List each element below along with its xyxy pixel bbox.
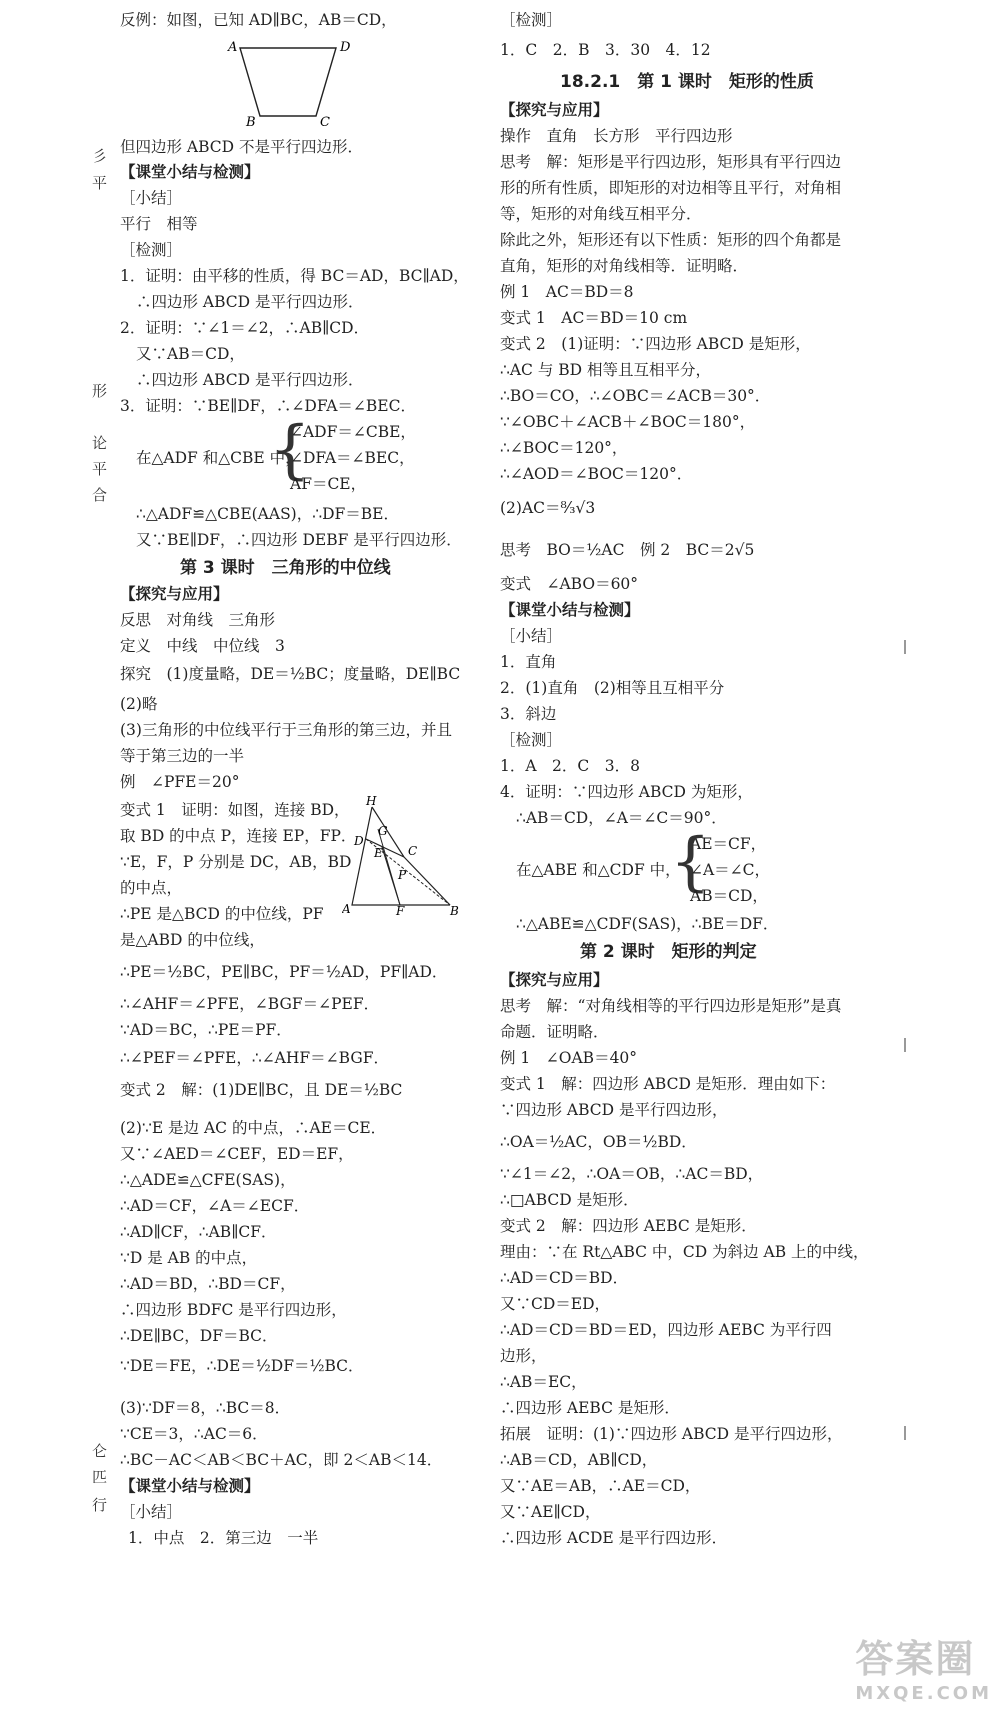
text-line: 理由：∵在 Rt△ABC 中，CD 为斜边 AB 上的中线， xyxy=(500,1243,869,1261)
text-line: 变式 2 解：四边形 AEBC 是矩形． xyxy=(500,1217,757,1235)
text-line: ∴四边形 ABCD 是平行四边形． xyxy=(136,293,364,311)
text-line: 思考 BO＝½AC 例 2 BC＝2√5 xyxy=(500,541,755,559)
margin-char: 平 xyxy=(92,174,108,192)
text-line: ［检测］ xyxy=(500,731,563,749)
text-line: ∵D 是 AB 的中点， xyxy=(120,1249,258,1267)
brace-symbol: { xyxy=(670,825,711,899)
text-line: ［小结］ xyxy=(120,1503,183,1521)
text-line: 拓展 证明：(1)∵四边形 ABCD 是平行四边形， xyxy=(500,1425,843,1443)
text-line: 等，矩形的对角线互相平分． xyxy=(500,205,702,223)
text-line: 直角，矩形的对角线相等．证明略． xyxy=(500,257,749,275)
edge-mark xyxy=(904,1038,906,1052)
text-line: 变式 1 证明：如图，连接 BD， xyxy=(120,801,350,819)
text-line: AE＝CF， xyxy=(690,835,767,853)
text-line: ∴DE∥BC，DF＝BC． xyxy=(120,1327,278,1345)
text-line: 4．证明：∵四边形 ABCD 为矩形， xyxy=(500,783,753,801)
text-line: 是△ABD 的中位线， xyxy=(120,931,265,949)
text-line: ［小结］ xyxy=(120,189,183,207)
text-line: 1．C 2．B 3．30 4．12 xyxy=(500,41,711,59)
text-line: ∴∠AOD＝∠BOC＝120°． xyxy=(500,465,693,483)
watermark-domain: MXQE.COM xyxy=(855,1683,992,1704)
text-line: ∵AD＝BC，∴PE＝PF． xyxy=(120,1021,292,1039)
lesson-title: 18.2.1 第 1 课时 矩形的性质 xyxy=(560,72,814,92)
text-line: 边形， xyxy=(500,1347,547,1365)
text-line: ∴AD＝CD＝BD＝ED，四边形 AEBC 为平行四 xyxy=(500,1321,832,1339)
vertex-label: D xyxy=(354,834,364,848)
section-heading: 【探究与应用】 xyxy=(500,101,609,119)
vertex-label: C xyxy=(408,844,418,858)
section-heading: 【探究与应用】 xyxy=(120,585,229,603)
text-line: ∠A＝∠C， xyxy=(690,861,771,879)
text-line: 例 1 ∠OAB＝40° xyxy=(500,1049,638,1067)
triangle-figure xyxy=(342,795,460,915)
trapezoid-figure xyxy=(218,38,368,128)
text-line: ［检测］ xyxy=(120,241,183,259)
text-line: ∴□ABCD 是矩形． xyxy=(500,1191,639,1209)
text-line: ∴AC 与 BD 相等且互相平分， xyxy=(500,361,712,379)
text-line: ∴AB＝CD，AB∥CD， xyxy=(500,1451,658,1469)
text-line: ∴AD＝CD＝BD． xyxy=(500,1269,629,1287)
text-line: 2．证明：∵∠1＝∠2，∴AB∥CD． xyxy=(120,319,370,337)
text-line: ∠DFA＝∠BEC， xyxy=(290,449,415,467)
text-line: ∵CE＝3，∴AC＝6． xyxy=(120,1425,268,1443)
margin-char: 匹 xyxy=(92,1468,108,1486)
text-line: 定义 中线 中位线 3 xyxy=(120,637,285,655)
text-line: 例 ∠PFE＝20° xyxy=(120,773,240,791)
vertex-label: H xyxy=(366,795,377,808)
text-line: ∴PE 是△BCD 的中位线，PF xyxy=(120,905,324,923)
text-line: 又∵CD＝ED， xyxy=(500,1295,611,1313)
text-line: 1．A 2．C 3．8 xyxy=(500,757,640,775)
text-line: ∴四边形 BDFC 是平行四边形， xyxy=(120,1301,347,1319)
text-line: 命题．证明略． xyxy=(500,1023,609,1041)
margin-char: 形 xyxy=(92,382,108,400)
text-line: 3．证明：∵BE∥DF，∴∠DFA＝∠BEC． xyxy=(120,397,416,415)
text-line: ∴AD∥CF，∴AB∥CF． xyxy=(120,1223,277,1241)
text-line: ∵DE＝FE，∴DE＝½DF＝½BC． xyxy=(120,1357,364,1375)
text-line: ∵∠OBC＋∠ACB＋∠BOC＝180°， xyxy=(500,413,756,431)
section-heading: 【课堂小结与检测】 xyxy=(500,601,640,619)
lesson-title: 第 3 课时 三角形的中位线 xyxy=(180,558,391,578)
text-line: ∵E，F，P 分别是 DC，AB，BD xyxy=(120,853,352,871)
text-line: ∴BC－AC＜AB＜BC＋AC，即 2＜AB＜14． xyxy=(120,1451,443,1469)
margin-char: 行 xyxy=(92,1496,108,1514)
margin-char: 彡 xyxy=(92,147,108,165)
text-line: ∵∠1＝∠2，∴OA＝OB，∴AC＝BD， xyxy=(500,1165,764,1183)
text-line: ∴AB＝CD，∠A＝∠C＝90°． xyxy=(516,809,727,827)
text-line: ［小结］ xyxy=(500,627,563,645)
text-line: 探究 (1)度量略，DE＝½BC；度量略，DE∥BC xyxy=(120,665,461,683)
text-line: 但四边形 ABCD 不是平行四边形． xyxy=(120,138,364,156)
vertex-label: B xyxy=(246,115,256,128)
text-line: AB＝CD， xyxy=(690,887,768,905)
text-line: 又∵AB＝CD， xyxy=(136,345,245,363)
margin-char: 平 xyxy=(92,460,108,478)
margin-char: 仑 xyxy=(92,1442,108,1460)
text-line: (2)∵E 是边 AC 的中点，∴AE＝CE． xyxy=(120,1119,387,1137)
text-line: 又∵∠AED＝∠CEF，ED＝EF， xyxy=(120,1145,354,1163)
text-line: 平行 相等 xyxy=(120,215,198,233)
watermark-text: 答案圈 xyxy=(855,1637,976,1681)
text-line: ∴PE＝½BC，PE∥BC，PF＝½AD，PF∥AD． xyxy=(120,963,448,981)
text-line: ∴△ADF≌△CBE(AAS)，∴DF＝BE． xyxy=(136,505,399,523)
brace-symbol: { xyxy=(270,413,311,487)
text-line: ∴四边形 AEBC 是矩形． xyxy=(500,1399,680,1417)
text-line: ∴△ADE≌△CFE(SAS)， xyxy=(120,1171,296,1189)
text-line: ∴△ABE≌△CDF(SAS)，∴BE＝DF． xyxy=(516,915,779,933)
text-line: 变式 ∠ABO＝60° xyxy=(500,575,639,593)
text-line: 在△ABE 和△CDF 中， xyxy=(516,861,681,879)
watermark-logo xyxy=(855,1628,992,1704)
text-line: 思考 解：矩形是平行四边形，矩形具有平行四边 xyxy=(500,153,842,171)
section-heading: 【课堂小结与检测】 xyxy=(120,1477,260,1495)
section-heading: 【探究与应用】 xyxy=(500,971,609,989)
text-line: 思考 解：“对角线相等的平行四边形是矩形”是真 xyxy=(500,997,842,1015)
text-line: (3)∵DF＝8，∴BC＝8． xyxy=(120,1399,291,1417)
text-line: ∴四边形 ABCD 是平行四边形． xyxy=(136,371,364,389)
text-line: 变式 2 (1)证明：∵四边形 ABCD 是矩形， xyxy=(500,335,811,353)
vertex-label: A xyxy=(228,40,238,55)
text-line: 又∵AE∥CD， xyxy=(500,1503,601,1521)
text-line: 3．斜边 xyxy=(500,705,557,723)
text-line: 例 1 AC＝BD＝8 xyxy=(500,283,634,301)
text-line: ∴AB＝EC， xyxy=(500,1373,587,1391)
text-line: 形的所有性质，即矩形的对边相等且平行，对角相 xyxy=(500,179,842,197)
text-line: 的中点， xyxy=(120,879,183,897)
edge-mark xyxy=(904,1426,906,1440)
edge-mark xyxy=(904,640,906,654)
text-line: ∴AD＝BD，∴BD＝CF， xyxy=(120,1275,296,1293)
text-line: 又∵AE＝AB，∴AE＝CD， xyxy=(500,1477,701,1495)
text-line: (3)三角形的中位线平行于三角形的第三边，并且 xyxy=(120,721,452,739)
margin-char: 论 xyxy=(92,434,108,452)
text-line: 反例：如图，已知 AD∥BC，AB＝CD， xyxy=(120,11,397,29)
text-line: ∴四边形 ACDE 是平行四边形． xyxy=(500,1529,728,1547)
lesson-title: 第 2 课时 矩形的判定 xyxy=(580,942,757,962)
vertex-label: C xyxy=(320,115,330,128)
text-line: ∴∠PEF＝∠PFE，∴∠AHF＝∠BGF． xyxy=(120,1049,389,1067)
text-line: 又∵BE∥DF，∴四边形 DEBF 是平行四边形． xyxy=(136,531,462,549)
text-line: ∴AD＝CF，∠A＝∠ECF． xyxy=(120,1197,310,1215)
text-line: ∴∠AHF＝∠PFE，∠BGF＝∠PEF． xyxy=(120,995,380,1013)
text-line: ［检测］ xyxy=(500,11,563,29)
text-line: ∴OA＝½AC，OB＝½BD． xyxy=(500,1133,697,1151)
text-line: ∴BO＝CO，∴∠OBC＝∠ACB＝30°． xyxy=(500,387,771,405)
text-line: (2)略 xyxy=(120,695,158,713)
text-line: 2．(1)直角 (2)相等且互相平分 xyxy=(500,679,725,697)
text-line: (2)AC＝⁸⁄₃√3 xyxy=(500,499,596,517)
text-line: ∴∠BOC＝120°， xyxy=(500,439,628,457)
text-line: 变式 2 解：(1)DE∥BC，且 DE＝½BC xyxy=(120,1081,403,1099)
text-line: 取 BD 的中点 P，连接 EP，FP． xyxy=(120,827,357,845)
text-line: 等于第三边的一半 xyxy=(120,747,245,765)
text-line: 变式 1 解：四边形 ABCD 是矩形．理由如下： xyxy=(500,1075,836,1093)
text-line: 1．中点 2．第三边 一半 xyxy=(128,1529,319,1547)
vertex-label: P xyxy=(398,868,407,882)
vertex-label: F xyxy=(396,904,405,915)
vertex-label: G xyxy=(378,824,388,838)
margin-char: 合 xyxy=(92,486,108,504)
text-line: AF＝CE， xyxy=(290,475,367,493)
text-line: 1．证明：由平移的性质，得 BC＝AD，BC∥AD， xyxy=(120,267,469,285)
vertex-label: E xyxy=(374,846,383,860)
text-line: 变式 1 AC＝BD＝10 cm xyxy=(500,309,688,327)
vertex-label: A xyxy=(342,902,351,915)
vertex-label: B xyxy=(450,904,459,915)
text-line: 操作 直角 长方形 平行四边形 xyxy=(500,127,733,145)
section-heading: 【课堂小结与检测】 xyxy=(120,163,260,181)
text-line: 1．直角 xyxy=(500,653,557,671)
text-line: ∠ADF＝∠CBE， xyxy=(290,423,416,441)
text-line: 反思 对角线 三角形 xyxy=(120,611,276,629)
vertex-label: D xyxy=(340,40,351,55)
text-line: 除此之外，矩形还有以下性质：矩形的四个角都是 xyxy=(500,231,842,249)
text-line: ∵四边形 ABCD 是平行四边形， xyxy=(500,1101,728,1119)
text-line: 在△ADF 和△CBE 中， xyxy=(136,449,301,467)
